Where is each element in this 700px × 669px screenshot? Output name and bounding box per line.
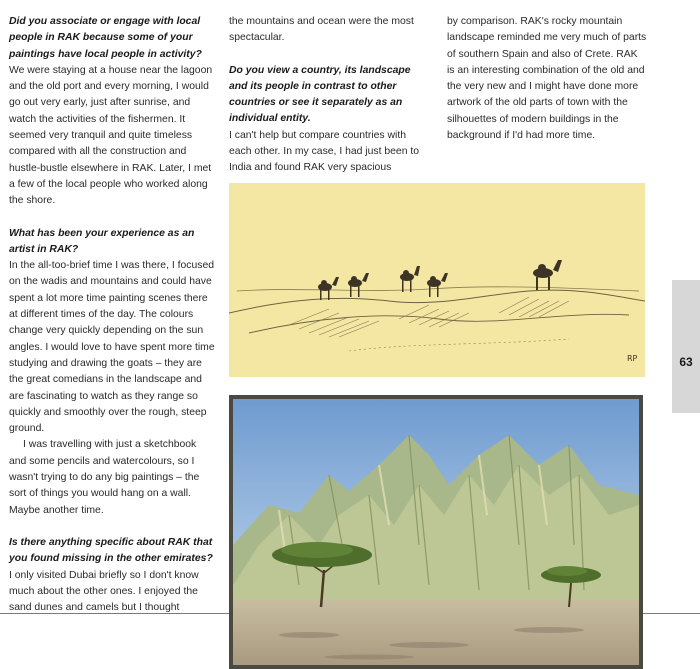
question-rak-specific: Is there anything specific about RAK that you found missing in the other emirates? (9, 536, 213, 565)
question-country-view: Do you view a country, its landscape and its people in contrast to other countries or see it separately as an individual entity. (229, 64, 411, 125)
page-number: 63 (679, 355, 693, 369)
footer-rule-left (0, 613, 229, 614)
mountain-painting-image (229, 395, 643, 669)
answer-rak-specific-cont: the mountains and ocean were the most spectacular. (229, 16, 414, 44)
svg-text:RP: RP (627, 354, 638, 363)
footer-rule-right (643, 613, 700, 614)
answer-artist-experience: In the all-too-brief time I was there, I focused on the wadis and mountains and could have spent a lot more time painting scenes there at different times of the day. The colours change very quickly depending on the sun angles. I would love to have spent more time studying and drawing the goats – they are the great comedians in the landscape and are fascinating to watch as they range so quickly and smoothly over the rough, steep ground. (9, 260, 215, 435)
page-number-tab (672, 280, 700, 413)
text-column-3 (447, 14, 647, 144)
question-artist-experience: What has been your experience as an artist in RAK? (9, 227, 195, 255)
answer-country-view: I can't help but compare countries with each other. In my case, I had just been to India and found RAK very spacious (229, 129, 420, 174)
text-column-1 (9, 14, 215, 616)
text-column-2 (229, 14, 431, 177)
camel-sketch-image (229, 183, 645, 377)
answer-country-view-cont: by comparison. RAK's rocky mountain landscape reminded me very much of parts of southern Spain and also of Crete. RAK is an interesting combination of the old and the very new and I might have done more artwork of the old parts of town with the silhouettes of modern buildings in the background if I'd had more time. (447, 16, 647, 142)
answer-local-people: We were staying at a house near the lagoon and the old port and every morning, I would go out very early, just after sunrise, and watch the activities of the fishermen. It seemed very tranquil and quite timeless compared with all the construction and hustle-bustle elsewhere in RAK. Later, I met a few of the local people who worked along the shore. (9, 64, 213, 207)
answer-rak-specific: I only visited Dubai briefly so I don't know much about the other ones. I enjoyed the sand dunes and camels but I thought (9, 569, 199, 614)
answer-artist-experience-cont: I was travelling with just a sketchbook and some pencils and watercolours, so I wasn't trying to do any big paintings – the sort of things you would hang on a wall. Maybe another time. (9, 439, 200, 516)
question-local-people: Did you associate or engage with local people in RAK because some of your paintings have local people in activity? (9, 16, 202, 60)
